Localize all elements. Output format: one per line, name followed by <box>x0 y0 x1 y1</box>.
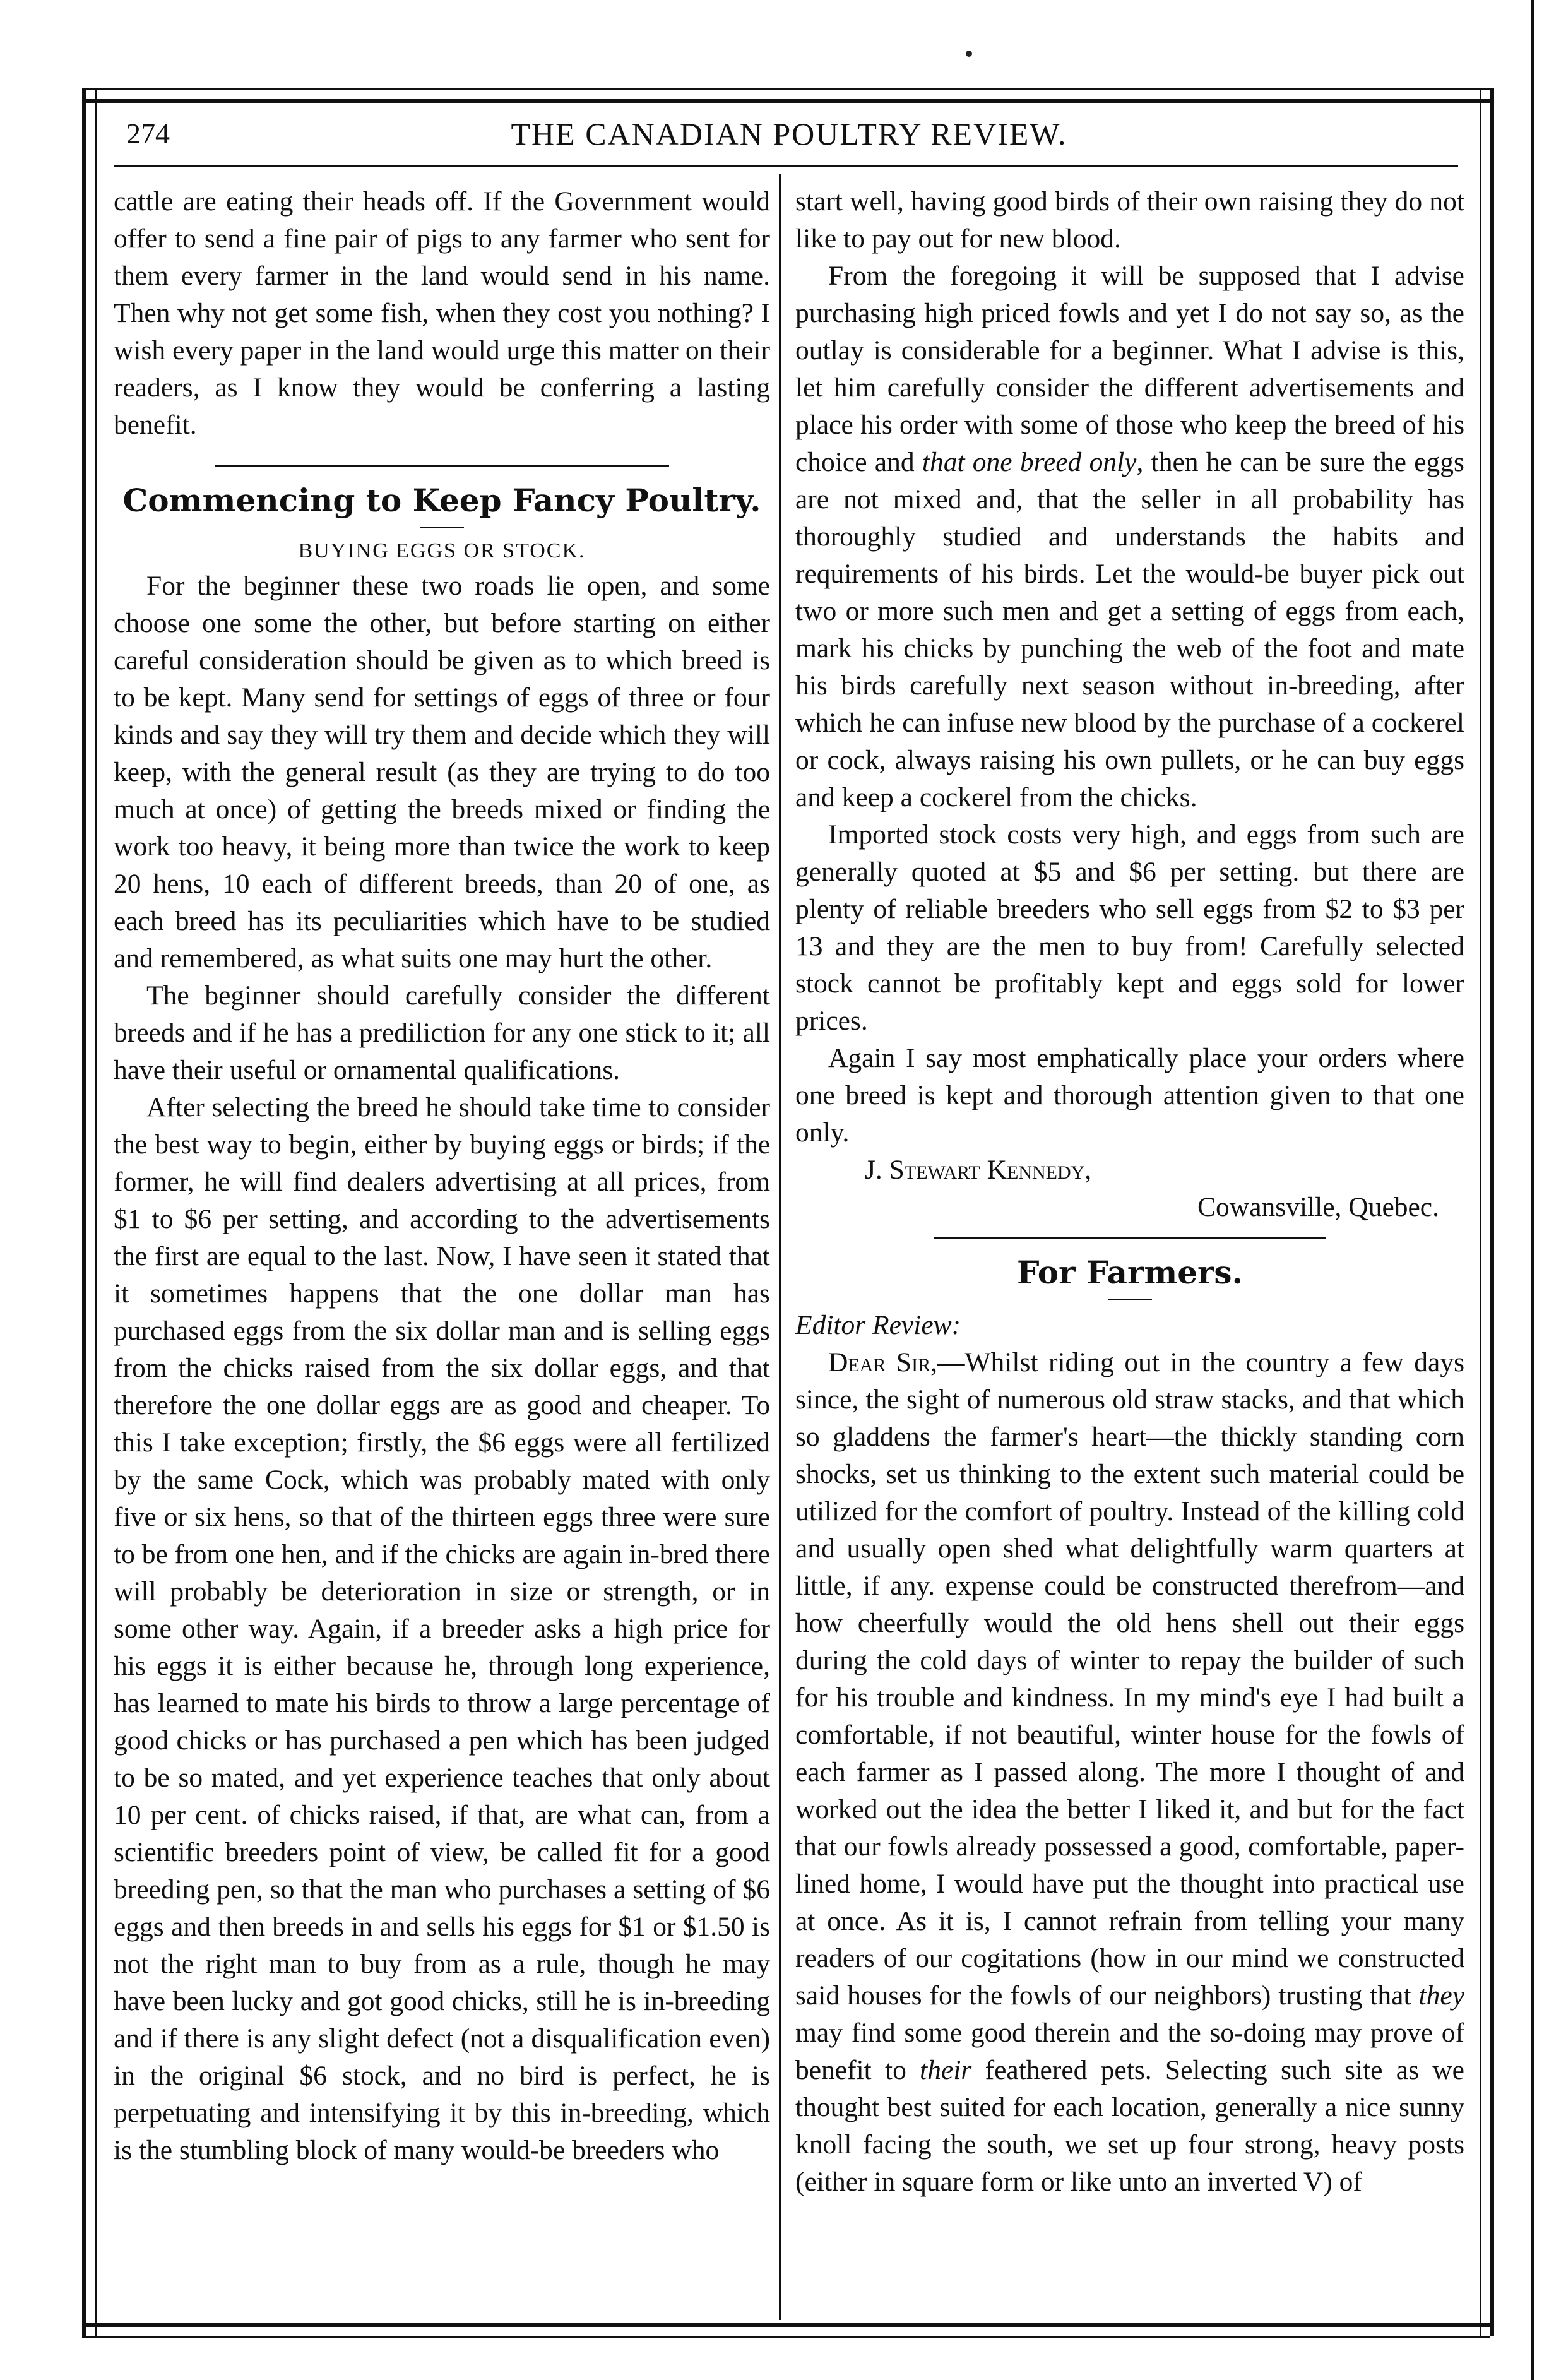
title-underline <box>420 527 464 528</box>
page-border-top <box>82 88 1490 103</box>
signature-place: Cowansville, Quebec. <box>1197 1192 1439 1222</box>
editor-salutation: Editor Review: <box>795 1310 961 1340</box>
journal-title: THE CANADIAN POULTRY REVIEW. <box>511 116 1067 152</box>
column-divider <box>779 174 781 2320</box>
signature <box>795 1151 1464 1189</box>
header-rule <box>114 165 1458 167</box>
paragraph-text: —Whilst riding out in the country a few days since, the sight of numerous old straw stacks, and that which so gladdens the farmer's heart—the thickly standing corn shocks, set us thinking to the extent such material could be utilized for the comfort of poultry. Instead of the killing cold and usually open shed what delightfully warm quarters at little, if any. expense could be constructed therefrom—and how cheerfully would the old hens shell out their eggs during the cold days of winter to repay the builder of such for his trouble and kindness. In my mind's eye I had built a comfortable, if not beautiful, winter house for the fowls of each farmer as I passed along. The more I thought of and worked out the idea the better I liked it, and but for the fact that our fowls already possessed a good, comfortable, paper-lined home, I would have put the thought into practical use at once. As it is, I cannot refrain from telling your many readers of our cogitations (how in our mind we constructed said houses for the fowls of our neighbors) trusting that <box>795 1347 1464 2011</box>
signature-name: J. Stewart Kennedy, <box>865 1155 1092 1185</box>
emphasized-word: they <box>1418 1980 1464 2011</box>
article-title: Commencing to Keep Fancy Poultry. <box>122 482 761 519</box>
section-divider <box>215 465 669 467</box>
paragraph-text: may find some good therein and the so-doing may prove of benefit to <box>795 2018 1464 2085</box>
dear-sir-salutation: Dear Sir, <box>828 1347 937 1377</box>
letter-paragraph <box>795 1344 1464 2201</box>
article-paragraph: After selecting the breed he should take time to consider the best way to begin, either by buying eggs or birds; if the former, he will find dealers advertising at all prices, from $1 to $6 per setting, and according to the advertisements the first are equal to the last. Now, I have seen it stated that it sometimes happens that the one dollar man has purchased eggs from the six dollar man and is selling eggs from the chicks raised from the six dollar eggs, and that therefore the one dollar eggs are as good and cheaper. To this I take exception; firstly, the $6 eggs were all fertilized by the same Cock, which was probably mated with only five or six hens, so that of the thirteen eggs three were sure to be from one hen, and if the chicks are again in-bred there will probably be deterioration in size or strength, or in some other way. Again, if a breeder asks a high price for his eggs it is either because he, through long experience, has learned to mate his birds to throw a large percentage of good chicks or has purchased a pen which has been judged to be so mated, and yet experience teaches that only about 10 per cent. of chicks raised, if that, are what can, from a scientific breeders point of view, be called fit for a good breeding pen, so that the man who purchases a setting of $6 eggs and then breeds in and sells his eggs for $1 or $1.50 is not the right man to buy from as a rule, though he may have been lucky and got good chicks, still he is in-breeding and if there is any slight defect (not a disqualification even) in the original $6 stock, and no bird is perfect, he is perpetuating and intensifying it by this in-breeding, which is the stumbling block of many would-be breeders who <box>114 1092 770 2165</box>
page-header <box>126 110 1452 155</box>
paragraph-text: feathered pets. Selecting such site as we thought best suited for each location, generally a nice sunny knoll facing the south, we set up four strong, heavy posts (either in square form or like unto an inverted V) of <box>795 2055 1464 2197</box>
right-column <box>795 183 1464 2201</box>
emphasized-phrase: that one breed only <box>922 447 1137 477</box>
article-paragraph: Imported stock costs very high, and eggs from such are generally quoted at $5 and $6 per setting. but there are plenty of reliable breeders who sell eggs from $2 to $3 per 13 and they are the men to buy from! Carefully selected stock cannot be profitably kept and eggs sold for lower prices. <box>795 819 1464 1036</box>
paragraph-text: , then he can be sure the eggs are not mixed and, that the seller in all probability has thoroughly studied and understands the habits and requirements of his birds. Let the would-be buyer pick out two or more such men and get a setting of eggs from each, mark his chicks by punching the web of the foot and mate his birds carefully next season without in-breeding, after which he can infuse new blood by the purchase of a cockerel or cock, always raising his own pullets, or he can buy eggs and keep a cockerel from the chicks. <box>795 447 1464 812</box>
page-border-right <box>1480 88 1494 2336</box>
intro-paragraph: cattle are eating their heads off. If the Government would offer to send a fine pair of pigs to any farmer who sent for them every farmer in the land would send in his name. Then why not get some fish, when they cost you nothing? I wish every paper in the land would urge this matter on their readers, as I know they would be conferring a lasting benefit. <box>114 186 770 440</box>
second-article-title: For Farmers. <box>1017 1254 1243 1291</box>
emphasized-word: their <box>920 2055 972 2085</box>
page-number: 274 <box>126 117 170 150</box>
continued-paragraph: start well, having good birds of their own raising they do not like to pay out for new blood. <box>795 186 1464 254</box>
page-border-left <box>82 88 97 2336</box>
left-column <box>114 183 770 2169</box>
scan-speck <box>966 51 972 57</box>
page-border-bottom <box>82 2323 1490 2338</box>
scan-edge-rule <box>1531 0 1534 2380</box>
article-paragraph: The beginner should carefully consider the different breeds and if he has a prediliction for any one stick to it; all have their useful or ornamental qualifications. <box>114 980 770 1085</box>
title-underline <box>1108 1299 1152 1300</box>
article-paragraph: For the beginner these two roads lie open, and some choose one some the other, but before starting on either careful consideration should be given as to which breed is to be kept. Many send for settings of eggs of three or four kinds and say they will try them and decide which they will keep, with the general result (as they are trying to do too much at once) of getting the breeds mixed or finding the work too heavy, it being more than twice the work to keep 20 hens, 10 each of different breeds, than 20 of one, as each breed has its peculiarities which have to be studied and remembered, as what suits one may hurt the other. <box>114 571 770 973</box>
section-divider <box>934 1237 1326 1239</box>
article-paragraph: Again I say most emphatically place your orders where one breed is kept and thorough attention given to that one only. <box>795 1043 1464 1148</box>
article-paragraph <box>795 258 1464 816</box>
article-subtitle: BUYING EGGS OR STOCK. <box>298 539 586 562</box>
paragraph-text: From the foregoing it will be supposed that I advise purchasing high priced fowls and yet I do not say so, as the outlay is considerable for a beginner. What I advise is this, let him carefully consider the different advertisements and place his order with some of those who keep the breed of his choice and <box>795 261 1464 477</box>
